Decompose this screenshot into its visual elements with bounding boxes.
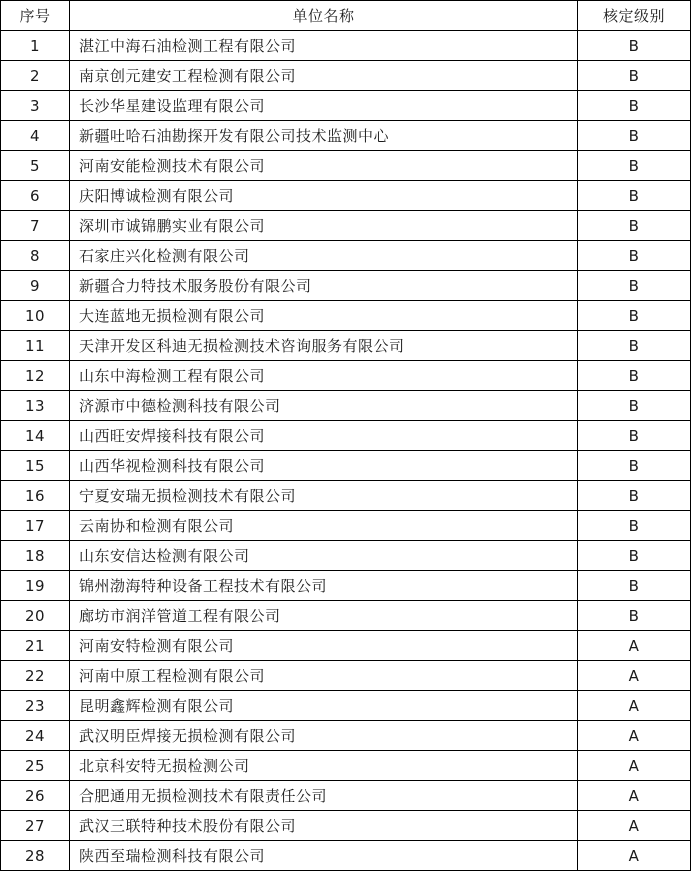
row-serial-number: 8 [1, 241, 70, 271]
row-unit-name: 新疆吐哈石油勘探开发有限公司技术监测中心 [70, 121, 578, 151]
row-unit-name: 武汉三联特种技术股份有限公司 [70, 811, 578, 841]
table-row [1, 571, 691, 601]
row-unit-name: 山西华视检测科技有限公司 [70, 451, 578, 481]
row-approved-grade: B [578, 541, 691, 571]
table-header [1, 1, 691, 31]
row-serial-number: 2 [1, 61, 70, 91]
row-serial-number: 11 [1, 331, 70, 361]
row-approved-grade: B [578, 211, 691, 241]
row-unit-name: 河南中原工程检测有限公司 [70, 661, 578, 691]
row-unit-name: 长沙华星建设监理有限公司 [70, 91, 578, 121]
table-row [1, 511, 691, 541]
row-serial-number: 9 [1, 271, 70, 301]
row-unit-name: 石家庄兴化检测有限公司 [70, 241, 578, 271]
row-serial-number: 6 [1, 181, 70, 211]
row-serial-number: 22 [1, 661, 70, 691]
row-approved-grade: B [578, 421, 691, 451]
row-serial-number: 19 [1, 571, 70, 601]
table-row [1, 151, 691, 181]
row-serial-number: 23 [1, 691, 70, 721]
row-approved-grade: B [578, 391, 691, 421]
row-unit-name: 合肥通用无损检测技术有限责任公司 [70, 781, 578, 811]
row-serial-number: 24 [1, 721, 70, 751]
table-row [1, 811, 691, 841]
row-unit-name: 深圳市诚锦鹏实业有限公司 [70, 211, 578, 241]
row-unit-name: 北京科安特无损检测公司 [70, 751, 578, 781]
table-row [1, 451, 691, 481]
table-row [1, 541, 691, 571]
row-approved-grade: B [578, 331, 691, 361]
header-approved-grade: 核定级别 [578, 1, 691, 31]
row-unit-name: 山西旺安焊接科技有限公司 [70, 421, 578, 451]
row-unit-name: 武汉明臣焊接无损检测有限公司 [70, 721, 578, 751]
row-serial-number: 14 [1, 421, 70, 451]
table-row [1, 181, 691, 211]
table-row [1, 61, 691, 91]
row-approved-grade: B [578, 151, 691, 181]
row-unit-name: 新疆合力特技术服务股份有限公司 [70, 271, 578, 301]
row-serial-number: 1 [1, 31, 70, 61]
row-serial-number: 3 [1, 91, 70, 121]
row-unit-name: 天津开发区科迪无损检测技术咨询服务有限公司 [70, 331, 578, 361]
row-approved-grade: B [578, 301, 691, 331]
row-approved-grade: B [578, 181, 691, 211]
header-serial-number: 序号 [1, 1, 70, 31]
row-approved-grade: B [578, 571, 691, 601]
header-unit-name: 单位名称 [70, 1, 578, 31]
table-row [1, 841, 691, 871]
row-approved-grade: B [578, 61, 691, 91]
row-serial-number: 18 [1, 541, 70, 571]
table-row [1, 421, 691, 451]
table-row [1, 121, 691, 151]
row-serial-number: 4 [1, 121, 70, 151]
row-approved-grade: A [578, 691, 691, 721]
row-serial-number: 16 [1, 481, 70, 511]
row-approved-grade: A [578, 751, 691, 781]
row-unit-name: 大连蓝地无损检测有限公司 [70, 301, 578, 331]
table-row [1, 481, 691, 511]
row-serial-number: 12 [1, 361, 70, 391]
row-serial-number: 25 [1, 751, 70, 781]
row-approved-grade: A [578, 721, 691, 751]
table-row [1, 271, 691, 301]
row-unit-name: 南京创元建安工程检测有限公司 [70, 61, 578, 91]
row-unit-name: 廊坊市润洋管道工程有限公司 [70, 601, 578, 631]
table-body [1, 31, 691, 871]
row-unit-name: 河南安能检测技术有限公司 [70, 151, 578, 181]
row-serial-number: 26 [1, 781, 70, 811]
table-row [1, 31, 691, 61]
row-serial-number: 7 [1, 211, 70, 241]
table-row [1, 781, 691, 811]
row-serial-number: 27 [1, 811, 70, 841]
row-unit-name: 山东安信达检测有限公司 [70, 541, 578, 571]
table-row [1, 301, 691, 331]
row-serial-number: 15 [1, 451, 70, 481]
row-serial-number: 17 [1, 511, 70, 541]
table-row [1, 391, 691, 421]
row-serial-number: 5 [1, 151, 70, 181]
table-row [1, 331, 691, 361]
header-row [1, 1, 691, 31]
row-approved-grade: B [578, 31, 691, 61]
row-unit-name: 庆阳博诚检测有限公司 [70, 181, 578, 211]
table-row [1, 691, 691, 721]
row-unit-name: 济源市中德检测科技有限公司 [70, 391, 578, 421]
row-serial-number: 28 [1, 841, 70, 871]
row-approved-grade: B [578, 601, 691, 631]
table-row [1, 661, 691, 691]
table-row [1, 211, 691, 241]
row-unit-name: 宁夏安瑞无损检测技术有限公司 [70, 481, 578, 511]
row-unit-name: 云南协和检测有限公司 [70, 511, 578, 541]
row-approved-grade: B [578, 451, 691, 481]
row-approved-grade: B [578, 241, 691, 271]
row-approved-grade: B [578, 121, 691, 151]
row-approved-grade: B [578, 271, 691, 301]
row-unit-name: 锦州渤海特种设备工程技术有限公司 [70, 571, 578, 601]
row-unit-name: 湛江中海石油检测工程有限公司 [70, 31, 578, 61]
table-row [1, 751, 691, 781]
row-approved-grade: A [578, 811, 691, 841]
table-row [1, 631, 691, 661]
row-approved-grade: B [578, 481, 691, 511]
row-serial-number: 20 [1, 601, 70, 631]
row-unit-name: 山东中海检测工程有限公司 [70, 361, 578, 391]
row-unit-name: 陕西至瑞检测科技有限公司 [70, 841, 578, 871]
row-serial-number: 21 [1, 631, 70, 661]
table-row [1, 601, 691, 631]
row-approved-grade: A [578, 841, 691, 871]
table-row [1, 91, 691, 121]
row-unit-name: 河南安特检测有限公司 [70, 631, 578, 661]
table-row [1, 721, 691, 751]
row-approved-grade: A [578, 661, 691, 691]
row-serial-number: 13 [1, 391, 70, 421]
row-approved-grade: B [578, 91, 691, 121]
row-approved-grade: B [578, 361, 691, 391]
row-serial-number: 10 [1, 301, 70, 331]
row-approved-grade: A [578, 781, 691, 811]
table-row [1, 241, 691, 271]
row-approved-grade: B [578, 511, 691, 541]
table-row [1, 361, 691, 391]
row-approved-grade: A [578, 631, 691, 661]
row-unit-name: 昆明鑫辉检测有限公司 [70, 691, 578, 721]
